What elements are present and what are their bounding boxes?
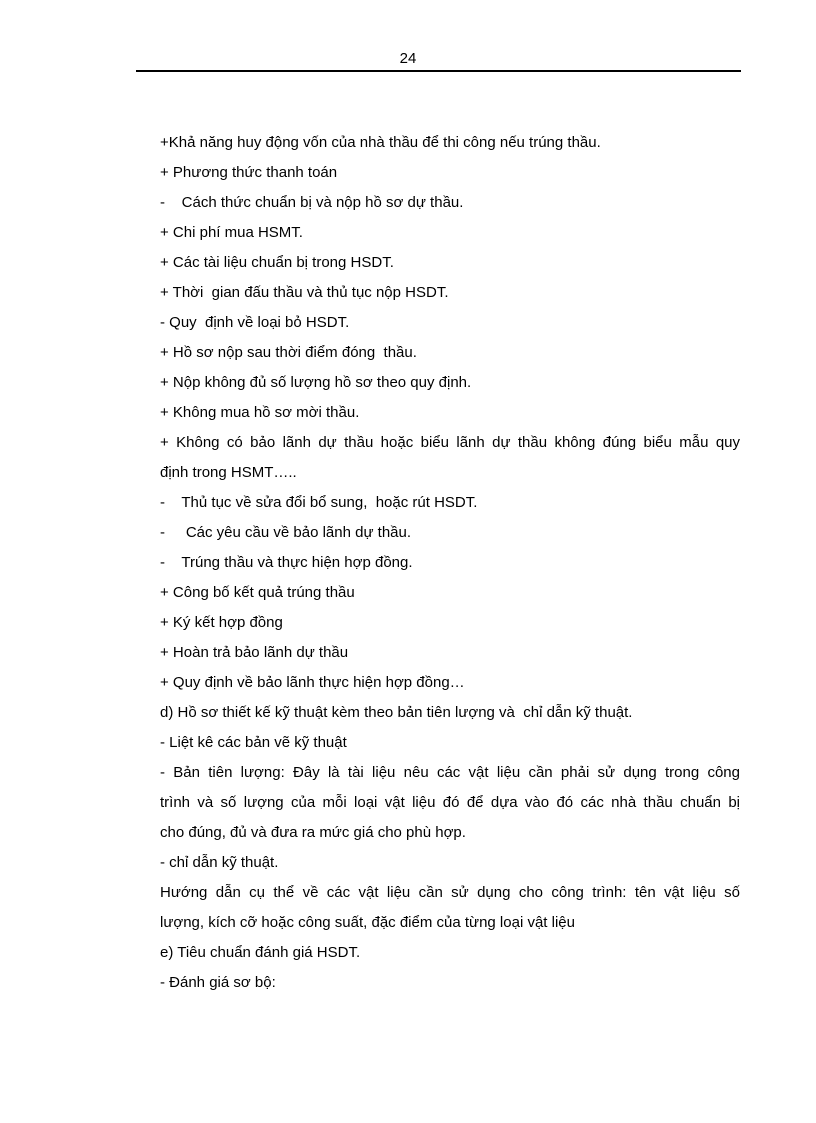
- document-body: [160, 128, 740, 998]
- text-line: + Công bố kết quả trúng thầu: [160, 584, 355, 601]
- text-line: - Bản tiên lượng: Đây là tài liệu nêu các vật liệu cần phải sử dụng trong công: [160, 764, 740, 781]
- text-line: - Các yêu cầu về bảo lãnh dự thầu.: [160, 524, 412, 541]
- text-line: +Khả năng huy động vốn của nhà thầu để thi công nếu trúng thầu.: [160, 134, 601, 151]
- text-line: + Các tài liệu chuẩn bị trong HSDT.: [160, 254, 394, 271]
- text-line: + Hoàn trả bảo lãnh dự thầu: [160, 644, 349, 661]
- text-line: d) Hồ sơ thiết kế kỹ thuật kèm theo bản tiên lượng và chỉ dẫn kỹ thuật.: [160, 704, 633, 721]
- text-line: - Liệt kê các bản vẽ kỹ thuật: [160, 734, 347, 751]
- text-line: + Thời gian đấu thầu và thủ tục nộp HSDT.: [160, 284, 449, 301]
- text-line: trình và số lượng của mỗi loại vật liệu đó để dựa vào đó các nhà thầu chuẩn bị: [160, 794, 740, 811]
- text-line: + Quy định về bảo lãnh thực hiện hợp đồng…: [160, 674, 465, 691]
- text-line: + Chi phí mua HSMT.: [160, 224, 303, 241]
- text-line: định trong HSMT…..: [160, 464, 297, 481]
- text-line: + Không mua hồ sơ mời thầu.: [160, 404, 360, 421]
- text-line: - Đánh giá sơ bộ:: [160, 974, 276, 991]
- text-line: + Ký kết hợp đồng: [160, 614, 283, 631]
- text-line: + Không có bảo lãnh dự thầu hoặc biểu lãnh dự thầu không đúng biểu mẫu quy: [160, 434, 740, 451]
- text-line: - Trúng thầu và thực hiện hợp đồng.: [160, 554, 413, 571]
- text-line: - Cách thức chuẩn bị và nộp hồ sơ dự thầu.: [160, 194, 464, 211]
- text-line: + Hồ sơ nộp sau thời điểm đóng thầu.: [160, 344, 417, 361]
- text-line: e) Tiêu chuẩn đánh giá HSDT.: [160, 944, 361, 961]
- text-line: Hướng dẫn cụ thể về các vật liệu cần sử dụng cho công trình: tên vật liệu số: [160, 884, 740, 901]
- text-line: - Thủ tục về sửa đổi bổ sung, hoặc rút HSDT.: [160, 494, 478, 511]
- text-line: + Phương thức thanh toán: [160, 164, 338, 181]
- text-line: - chỉ dẫn kỹ thuật.: [160, 854, 279, 871]
- text-line: + Nộp không đủ số lượng hồ sơ theo quy định.: [160, 374, 472, 391]
- text-line: lượng, kích cỡ hoặc công suất, đặc điểm của từng loại vật liệu: [160, 914, 575, 931]
- text-line: cho đúng, đủ và đưa ra mức giá cho phù hợp.: [160, 824, 466, 841]
- text-line: - Quy định về loại bỏ HSDT.: [160, 314, 350, 331]
- page-number: 24: [399, 50, 417, 67]
- header-divider: [136, 70, 741, 72]
